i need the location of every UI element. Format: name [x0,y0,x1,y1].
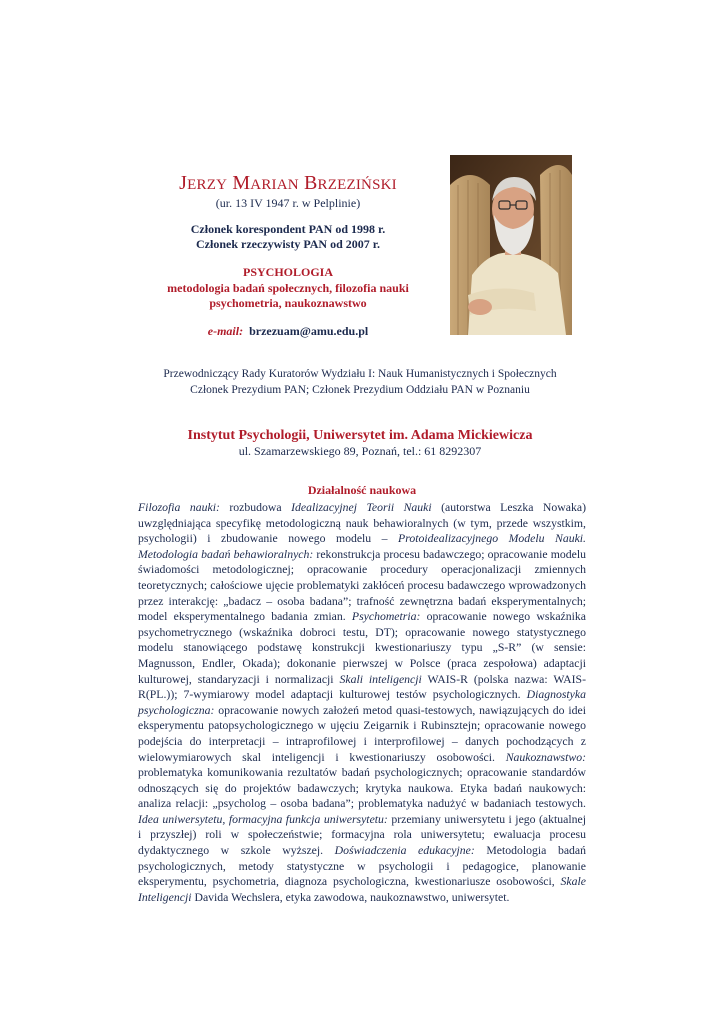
field-main: PSYCHOLOGIA [242,265,333,279]
field-sub-1: metodologia badań społecznych, filozofia nauki [167,281,409,295]
topic-heading: Idealizacyjnej Teorii Nauki [291,501,432,514]
position-line-2: Członek Prezydium PAN; Członek Prezydium Oddziału PAN w Poznaniu [190,384,530,396]
position-line-1: Przewodniczący Rady Kuratorów Wydziału I: Nauk Humanistycznych i Społecznych [163,368,557,380]
topic-heading: Diagnostyka psychologiczna: [138,688,586,717]
field-sub-2: psychometria, naukoznawstwo [209,296,367,310]
paragraph-text: rozbudowa [219,501,292,514]
institution-address: ul. Szamarzewskiego 89, Poznań, tel.: 61 8292307 [238,444,482,458]
section-body [138,500,586,905]
paragraph-text: opracowanie nowych założeń metod quasi-testowych, nawiązujących do idei eksperymentu patopsychologicznego w ujęciu Zeigarnik i Rubinsztejn; opracowanie nowego podejścia do interpretacji – intraprofilowej i interprofilowej – danych pochodzących z wielowymiarowych skal inteligencji i kwestionariuszy osobowości. [138,703,586,764]
membership-line-2: Członek rzeczywisty PAN od 2007 r. [196,237,380,251]
email-label: e-mail: [207,324,244,338]
portrait-photo [450,155,572,335]
topic-heading: Protoidealizacyjnego Modelu Nauki. Metodologia badań behawioralnych: [138,532,586,561]
portrait-illustration [450,155,572,335]
topic-heading: Psychometria: [351,610,421,624]
topic-heading: Idea uniwersytetu, formacyjna funkcja uniwersytetu: [138,812,388,826]
person-name: JERZY MARIAN BRZEZIŃSKI [179,172,397,194]
section-title: Działalność naukowa [307,483,417,497]
institution-name: Instytut Psychologii, Uniwersytet im. Adama Mickiewicza [187,428,533,443]
topic-heading: Doświadczenia edukacyjne: [334,844,475,858]
paragraph-text: rekonstrukcja procesu badawczego; opracowanie modelu świadomości metodologicznej; opracowanie procedury operacjonalizacji zmiennych teoretycznych; całościowe ujęcie problematyki zakłóceń procesu badawczego wprowadzonych przez interakcję: „badacz – osoba badana”; trafność zewnętrzna badań eksperymentalnych; model eksperymentalnego badania zmian. [138,547,586,624]
paragraph-text: Davida Wechslera, etyka zawodowa, naukoznawstwo, uniwersytet. [191,890,510,904]
email-line [140,324,436,339]
topic-heading: Filozofia nauki: [138,501,220,514]
membership-line-1: Członek korespondent PAN od 1998 r. [190,222,386,236]
paragraph-text: problematyka komunikowania rezultatów badań psychologicznych; opracowanie standardów odnoszących się do projektów badawczych; krytyka naukowa. Etyka badań naukowych: analiza relacji: „psycholog – osoba badana”; problematyka nadużyć w badaniach testowych. [138,766,586,811]
topic-heading: Skali inteligencji [339,672,422,686]
paragraph-text: opracowanie nowego wskaźnika psychometrycznego (wskaźnika dobroci testu, DT); opracowanie nowego statystycznego modelu stanowiącego podstawę konstrukcji kwestionariuszy typu „S-R” (w sensie: Magnusson, Endler, Okada); dokonanie pierwszej w Polsce (praca zespołowa) adaptacji kulturowej, standaryzacji i normalizacji [138,610,586,686]
paragraph-text: WAIS-R (polska nazwa: WAIS-R(PL.)); 7-wymiarowy model adaptacji kulturowej testów psychologicznych. [138,672,587,702]
topic-heading: Skale Inteligencji [138,875,586,904]
topic-heading: Naukoznawstwo: [505,750,586,764]
paragraph-text: przemiany uniwersytetu i jego (aktualnej i przyszłej) roli w społeczeństwie; formacyjna rola uniwersytetu; ewaluacja procesu dydaktycznego w szkole wyższej. [138,812,586,858]
birth-info: (ur. 13 IV 1947 r. w Pelplinie) [215,196,361,210]
paragraph-text: Metodologia badań psychologicznych, metody statystyczne w psychologii i pedagogice, planowanie eksperymentu, psychometria, diagnoza psychologiczna, kwestionariusze osobowości, [138,844,586,889]
paragraph-text: (autorstwa Leszka Nowaka) uwzględniająca specyfikę metodologiczną nauk behawioralnych (w tym, przede wszystkim, psychologii) i zbudowanie nowego modelu – [138,501,586,546]
email-link[interactable]: brzezuam@amu.edu.pl [249,324,369,338]
section-paragraph [138,500,586,905]
